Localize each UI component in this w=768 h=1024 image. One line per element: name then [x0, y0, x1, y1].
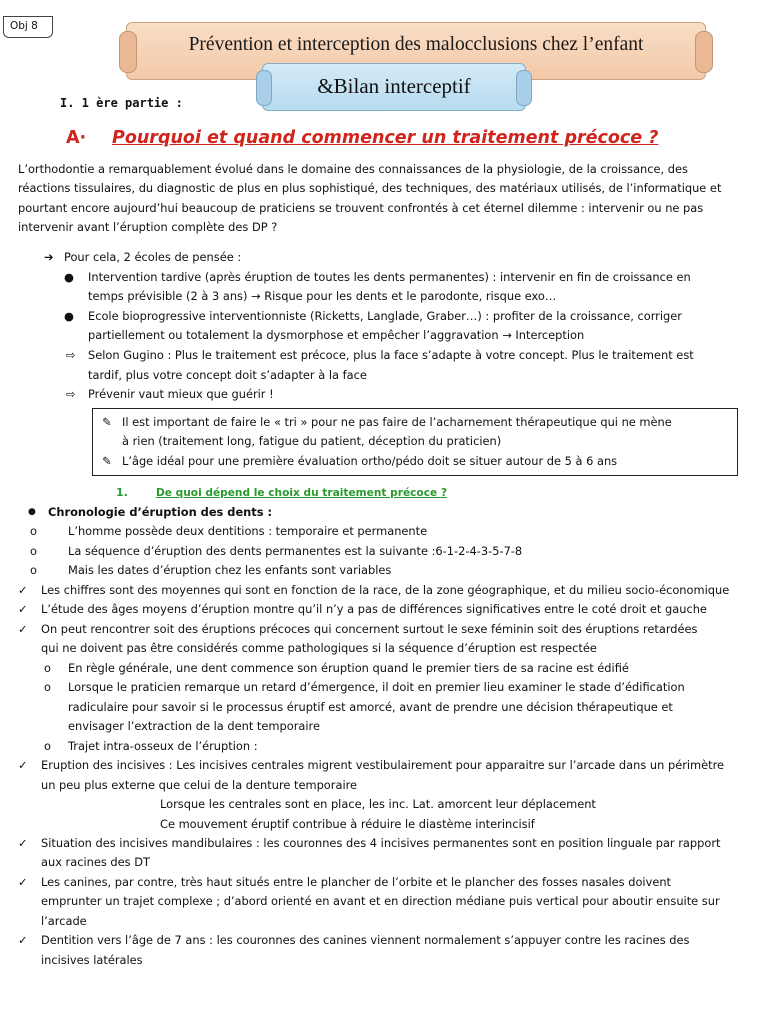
list-item-line: On peut rencontrer soit des éruptions précoces qui concernent surtout le sexe féminin soit des éruptions retardées	[41, 622, 698, 636]
list-item-line: La séquence d’éruption des dents permanentes est la suivante :6-1-2-4-3-5-7-8	[68, 544, 523, 558]
list-item-line: Selon Gugino : Plus le traitement est précoce, plus la face s’adapte à votre concept. Plus le traitement est	[88, 348, 694, 362]
circle-bullet-icon: o	[44, 661, 51, 675]
circle-bullet-icon: o	[30, 563, 37, 577]
bullet-dot-icon: ●	[64, 309, 74, 323]
circle-bullet-icon: o	[44, 680, 51, 694]
circle-bullet-icon: o	[30, 544, 37, 558]
list-item-line: temps prévisible (2 à 3 ans) → Risque pour les dents et le parodonte, risque exo…	[88, 289, 557, 303]
list-item-line: Trajet intra-osseux de l’éruption :	[68, 739, 258, 753]
section-a-heading	[66, 126, 658, 150]
bullet-dot-icon: ●	[28, 507, 36, 517]
list-item-line: l’arcade	[41, 914, 87, 928]
check-icon: ✓	[18, 933, 28, 947]
note-line: à rien (traitement long, fatigue du patient, déception du praticien)	[122, 434, 502, 448]
intro-paragraph	[18, 160, 753, 238]
note-line: Il est important de faire le « tri » pour ne pas faire de l’acharnement thérapeutique qui ne mène	[122, 415, 672, 429]
list-item-line: Lorsque le praticien remarque un retard d’émergence, il doit en premier lieu examiner le stade d’édification	[68, 680, 685, 694]
check-icon: ✓	[18, 622, 28, 636]
pencil-icon: ✎	[102, 415, 112, 429]
list-item-line: Ecole bioprogressive interventionniste (Ricketts, Langlade, Graber…) : profiter de la croissance, corriger	[88, 309, 682, 323]
list-item-line: incisives latérales	[41, 953, 143, 967]
list-item-line: Situation des incisives mandibulaires : les couronnes des 4 incisives permanentes sont en position linguale par rapport	[41, 836, 721, 850]
subtitle-banner	[262, 63, 526, 111]
list-item-line: Prévenir vaut mieux que guérir !	[88, 387, 274, 401]
bullet-dot-icon: ●	[64, 270, 74, 284]
hollow-arrow-icon: ⇨	[66, 348, 76, 362]
check-icon: ✓	[18, 583, 28, 597]
subsection-heading	[116, 483, 447, 503]
document-title: Prévention et interception des malocclusions chez l’enfant	[188, 34, 644, 55]
hollow-arrow-icon: ⇨	[66, 387, 76, 401]
list-item-line: tardif, plus votre concept doit s’adapter à la face	[88, 368, 367, 382]
indented-line: Lorsque les centrales sont en place, les inc. Lat. amorcent leur déplacement	[160, 797, 596, 811]
chronology-heading: Chronologie d’éruption des dents :	[48, 505, 273, 519]
list-item-line: L’étude des âges moyens d’éruption montre qu’il n’y a pas de différences significatives entre le coté droit et gauche	[41, 602, 707, 616]
section-letter: A·	[66, 128, 87, 148]
list-item-line: Intervention tardive (après éruption de toutes les dents permanentes) : intervenir en fin de croissance en	[88, 270, 691, 284]
list-item-line: Les canines, par contre, très haut situés entre le plancher de l’orbite et le plancher des fosses nasales doivent	[41, 875, 672, 889]
list-item-line: qui ne doivent pas être considérés comme pathologiques si la séquence d’éruption est respectée	[41, 641, 597, 655]
list-item-line: partiellement ou totalement la dysmorphose et empêcher l’aggravation → Interception	[88, 328, 585, 342]
document-subtitle: &Bilan interceptif	[317, 74, 471, 98]
schools-lead: Pour cela, 2 écoles de pensée :	[64, 250, 242, 264]
paragraph-line: L’orthodontie a remarquablement évolué dans le domaine des connaissances de la physiologie, de la croissance, des	[18, 162, 688, 176]
list-item-line: Dentition vers l’âge de 7 ans : les couronnes des canines viennent normalement s’appuyer contre les racines des	[41, 933, 690, 947]
list-item-line: un peu plus externe que celui de la denture temporaire	[41, 778, 358, 792]
paragraph-line: pourtant encore aujourd’hui beaucoup de praticiens se trouvent confrontés à cet éternel dilemme : intervenir ou ne pas	[18, 200, 704, 215]
paragraph-line: intervenir avant l’éruption complète des DP ?	[18, 220, 278, 235]
list-item-line: Eruption des incisives : Les incisives centrales migrent vestibulairement pour apparaitre sur l’arcade dans un périmètre	[41, 758, 725, 772]
list-item-line: emprunter un trajet complexe ; d’abord orienté en avant et en direction médiane puis vertical pour aboutir ensuite sur	[41, 894, 720, 908]
circle-bullet-icon: o	[30, 524, 37, 538]
subsection-number: 1.	[116, 486, 128, 499]
pencil-icon: ✎	[102, 454, 112, 468]
subsection-title: De quoi dépend le choix du traitement précoce ?	[156, 487, 447, 499]
list-item-line: radiculaire pour savoir si le processus éruptif est amorcé, avant de prendre une décision thérapeutique et	[68, 700, 673, 714]
list-item-line: Les chiffres sont des moyennes qui sont en fonction de la race, de la zone géographique, et du milieu socio-économique	[41, 583, 730, 597]
circle-bullet-icon: o	[44, 739, 51, 753]
check-icon: ✓	[18, 875, 28, 889]
check-icon: ✓	[18, 836, 28, 850]
right-arrow-icon: ➔	[44, 250, 54, 264]
list-item-line: L’homme possède deux dentitions : temporaire et permanente	[68, 524, 428, 538]
note-line: L’âge idéal pour une première évaluation ortho/pédo doit se situer autour de 5 à 6 ans	[122, 454, 618, 468]
section-title: Pourquoi et quand commencer un traitement précoce ?	[112, 128, 659, 148]
list-item-line: envisager l’extraction de la dent temporaire	[68, 719, 320, 733]
list-item-line: Mais les dates d’éruption chez les enfants sont variables	[68, 563, 392, 577]
part-heading: I. 1 ère partie :	[60, 96, 183, 110]
check-icon: ✓	[18, 758, 28, 772]
list-item-line: aux racines des DT	[41, 855, 150, 869]
list-item-line: En règle générale, une dent commence son éruption quand le premier tiers de sa racine est édifié	[68, 661, 629, 675]
indented-line: Ce mouvement éruptif contribue à réduire le diastème interincisif	[160, 817, 535, 831]
check-icon: ✓	[18, 602, 28, 616]
paragraph-line: réactions tissulaires, du diagnostic de plus en plus sophistiqué, des techniques, des matériaux utilisés, de l’informatique et	[18, 181, 722, 196]
obj-tag: Obj 8	[3, 16, 53, 38]
